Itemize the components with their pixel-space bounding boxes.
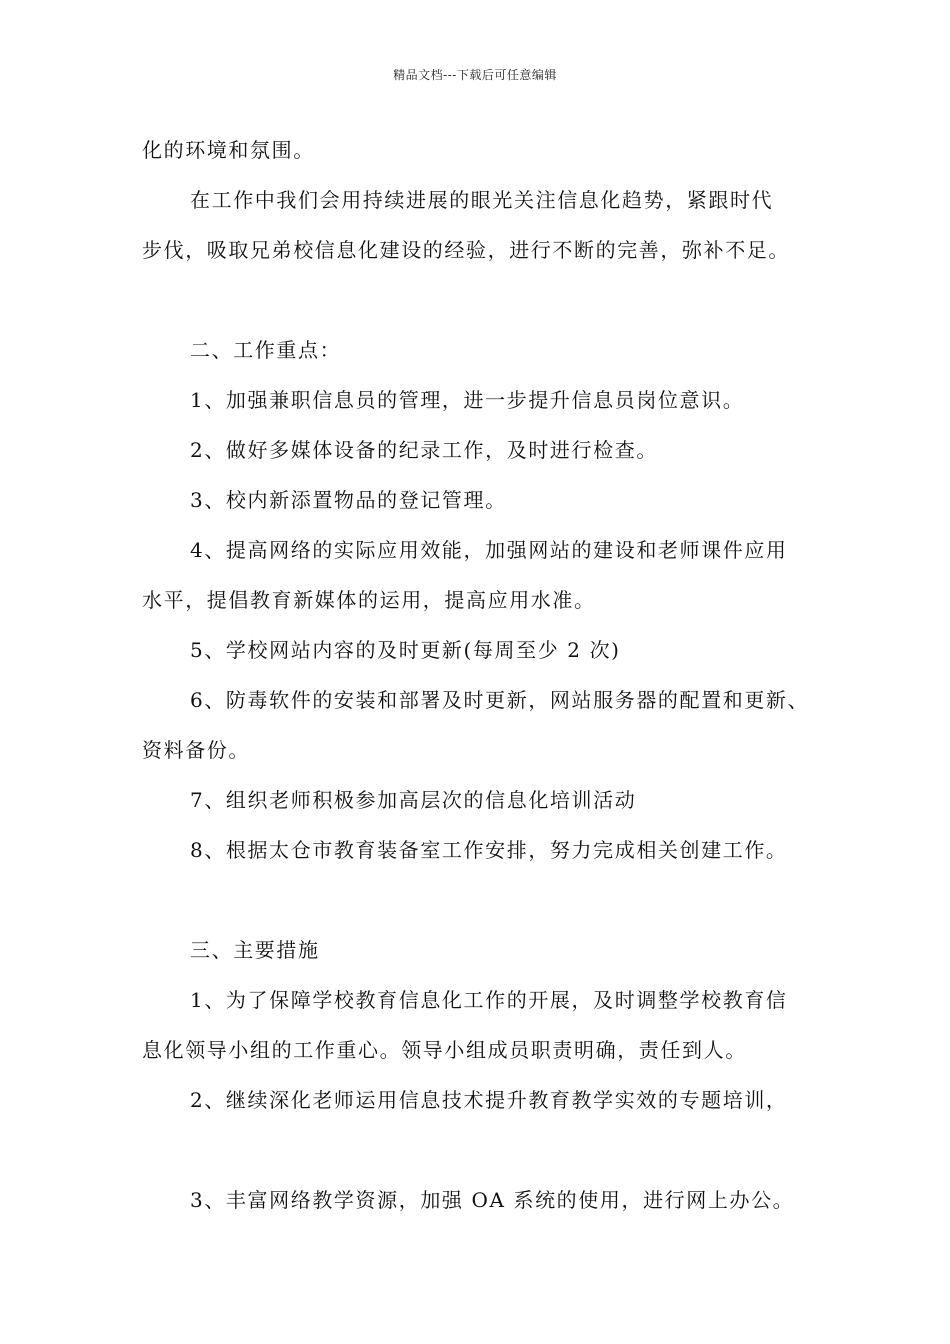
list-item: 8、根据太仓市教育装备室工作安排，努力完成相关创建工作。 (190, 838, 788, 862)
list-item-continuation: 息化领导小组的工作重心。领导小组成员职责明确，责任到人。 (142, 1038, 747, 1062)
list-item: 3、丰富网络教学资源，加强 OA 系统的使用，进行网上办公。 (190, 1188, 795, 1212)
list-item: 2、继续深化老师运用信息技术提升教育教学实效的专题培训， (190, 1088, 788, 1112)
paragraph-line: 步伐，吸取兄弟校信息化建设的经验，进行不断的完善，弥补不足。 (142, 238, 790, 262)
list-item: 4、提高网络的实际应用效能，加强网站的建设和老师课件应用 (190, 538, 788, 562)
section-heading: 三、主要措施 (190, 938, 320, 962)
list-item-continuation: 资料备份。 (142, 738, 250, 762)
section-heading: 二、工作重点： (190, 338, 342, 362)
page-header: 精品文档---下载后可任意编辑 (393, 68, 557, 82)
list-item: 7、组织老师积极参加高层次的信息化培训活动 (190, 788, 637, 812)
list-item: 1、加强兼职信息员的管理，进一步提升信息员岗位意识。 (190, 388, 745, 412)
paragraph-line: 在工作中我们会用持续进展的眼光关注信息化趋势，紧跟时代 (190, 188, 774, 212)
list-item: 5、学校网站内容的及时更新(每周至少 2 次) (190, 638, 621, 662)
list-item-continuation: 水平，提倡教育新媒体的运用，提高应用水准。 (142, 588, 596, 612)
list-item: 3、校内新添置物品的登记管理。 (190, 488, 507, 512)
list-item: 1、为了保障学校教育信息化工作的开展，及时调整学校教育信 (190, 988, 788, 1012)
list-item: 2、做好多媒体设备的纪录工作，及时进行检查。 (190, 438, 658, 462)
paragraph-line: 化的环境和氛围。 (142, 138, 315, 162)
list-item: 6、防毒软件的安装和部署及时更新，网站服务器的配置和更新、 (190, 688, 810, 712)
